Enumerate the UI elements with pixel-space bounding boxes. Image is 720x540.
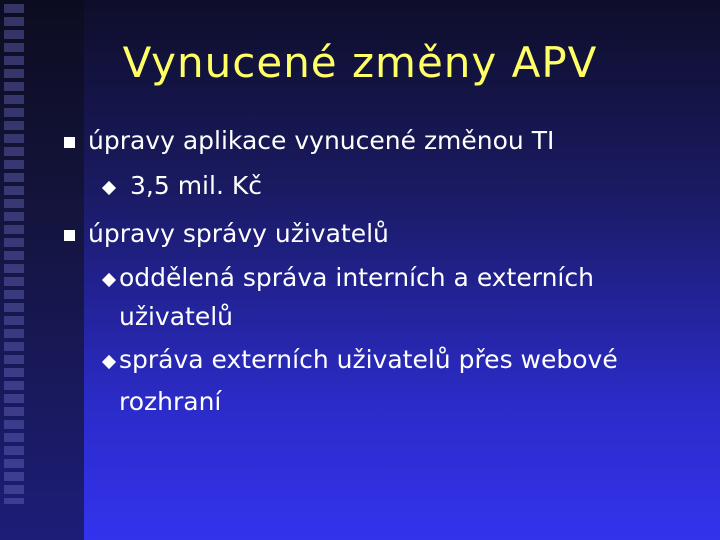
bullet-2-text: úpravy správy uživatelů [88, 219, 389, 248]
diamond-bullet-icon [102, 273, 116, 287]
square-bullet-icon [64, 137, 75, 148]
diamond-bullet-icon [102, 355, 116, 369]
bullet-1-sub-1: 3,5 mil. Kč [130, 171, 262, 200]
square-bullet-icon [64, 230, 75, 241]
diamond-bullet-icon [102, 181, 116, 195]
bullet-2-sub-2-line-1: správa externích uživatelů přes webové [119, 345, 618, 374]
bullet-1-text: úpravy aplikace vynucené změnou TI [88, 126, 555, 155]
bullet-2-sub-1-line-1: oddělená správa interních a externích [119, 263, 594, 292]
slide-title: Vynucené změny APV [122, 38, 598, 87]
bullet-2-sub-2-line-2: rozhraní [119, 387, 222, 416]
bullet-2-sub-1-line-2: uživatelů [119, 302, 234, 331]
